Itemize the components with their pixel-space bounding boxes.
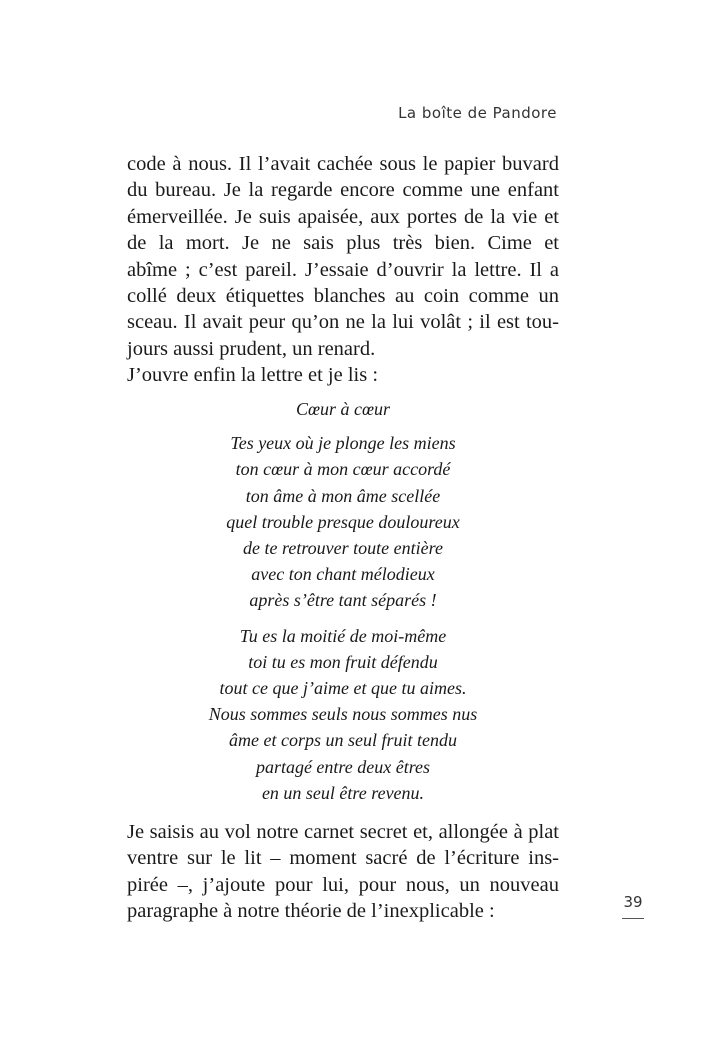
poem-verse: de te retrouver toute entière <box>243 538 443 559</box>
page-number-rule <box>622 918 644 919</box>
text-line: du bureau. Je la regarde encore comme une enfant <box>127 179 559 202</box>
poem-stanza-1 <box>127 430 559 613</box>
text-line: J’ouvre enfin la lettre et je lis : <box>127 364 379 387</box>
poem-verse: après s’être tant séparés ! <box>249 590 437 611</box>
poem-verse: Nous sommes seuls nous sommes nus <box>208 704 478 725</box>
poem-title: Cœur à cœur <box>295 399 391 419</box>
poem-verse: toi tu es mon fruit défendu <box>248 651 438 672</box>
text-line: paragraphe à notre théorie de l’inexplicable : <box>127 900 495 923</box>
text-line: abîme ; c’est pareil. J’essaie d’ouvrir la lettre. Il a <box>127 258 559 281</box>
poem-verse: partagé entre deux êtres <box>255 756 431 777</box>
poem-verse: ton cœur à mon cœur accordé <box>235 459 451 480</box>
text-line: ventre sur le lit – moment sacré de l’écriture ins- <box>127 847 559 870</box>
text-line: collé deux étiquettes blanches au coin comme un <box>127 285 559 308</box>
poem-verse: avec ton chant mélodieux <box>251 564 435 585</box>
poem-verse: Tes yeux où je plonge les miens <box>230 433 456 454</box>
text-line: émerveillée. Je suis apaisée, aux portes de la vie et <box>127 205 559 228</box>
text-line: code à nous. Il l’avait cachée sous le papier buvard <box>127 153 559 175</box>
poem-verse: Tu es la moitié de moi-même <box>239 625 447 646</box>
text-line: jours aussi prudent, un renard. <box>127 337 376 360</box>
text-line: pirée –, j’ajoute pour lui, pour nous, un nouveau <box>127 873 559 896</box>
poem-verse: tout ce que j’aime et que tu aimes. <box>219 678 467 699</box>
running-head: La boîte de Pandore <box>398 104 557 122</box>
page-number: 39 <box>623 893 643 911</box>
text-line: sceau. Il avait peur qu’on ne la lui volât ; il est tou- <box>127 311 559 334</box>
text-line: de la mort. Je ne sais plus très bien. Cime et <box>127 232 559 255</box>
paragraph-2 <box>127 819 559 925</box>
poem-stanza-2 <box>127 623 559 806</box>
poem-verse: âme et corps un seul fruit tendu <box>229 730 457 751</box>
poem-verse: quel trouble presque douloureux <box>226 511 460 532</box>
poem-verse: ton âme à mon âme scellée <box>245 485 441 506</box>
poem <box>127 396 559 806</box>
text-line: Je saisis au vol notre carnet secret et, allongée à plat <box>127 821 559 843</box>
paragraph-1 <box>127 151 559 389</box>
poem-verse: en un seul être revenu. <box>261 782 425 803</box>
